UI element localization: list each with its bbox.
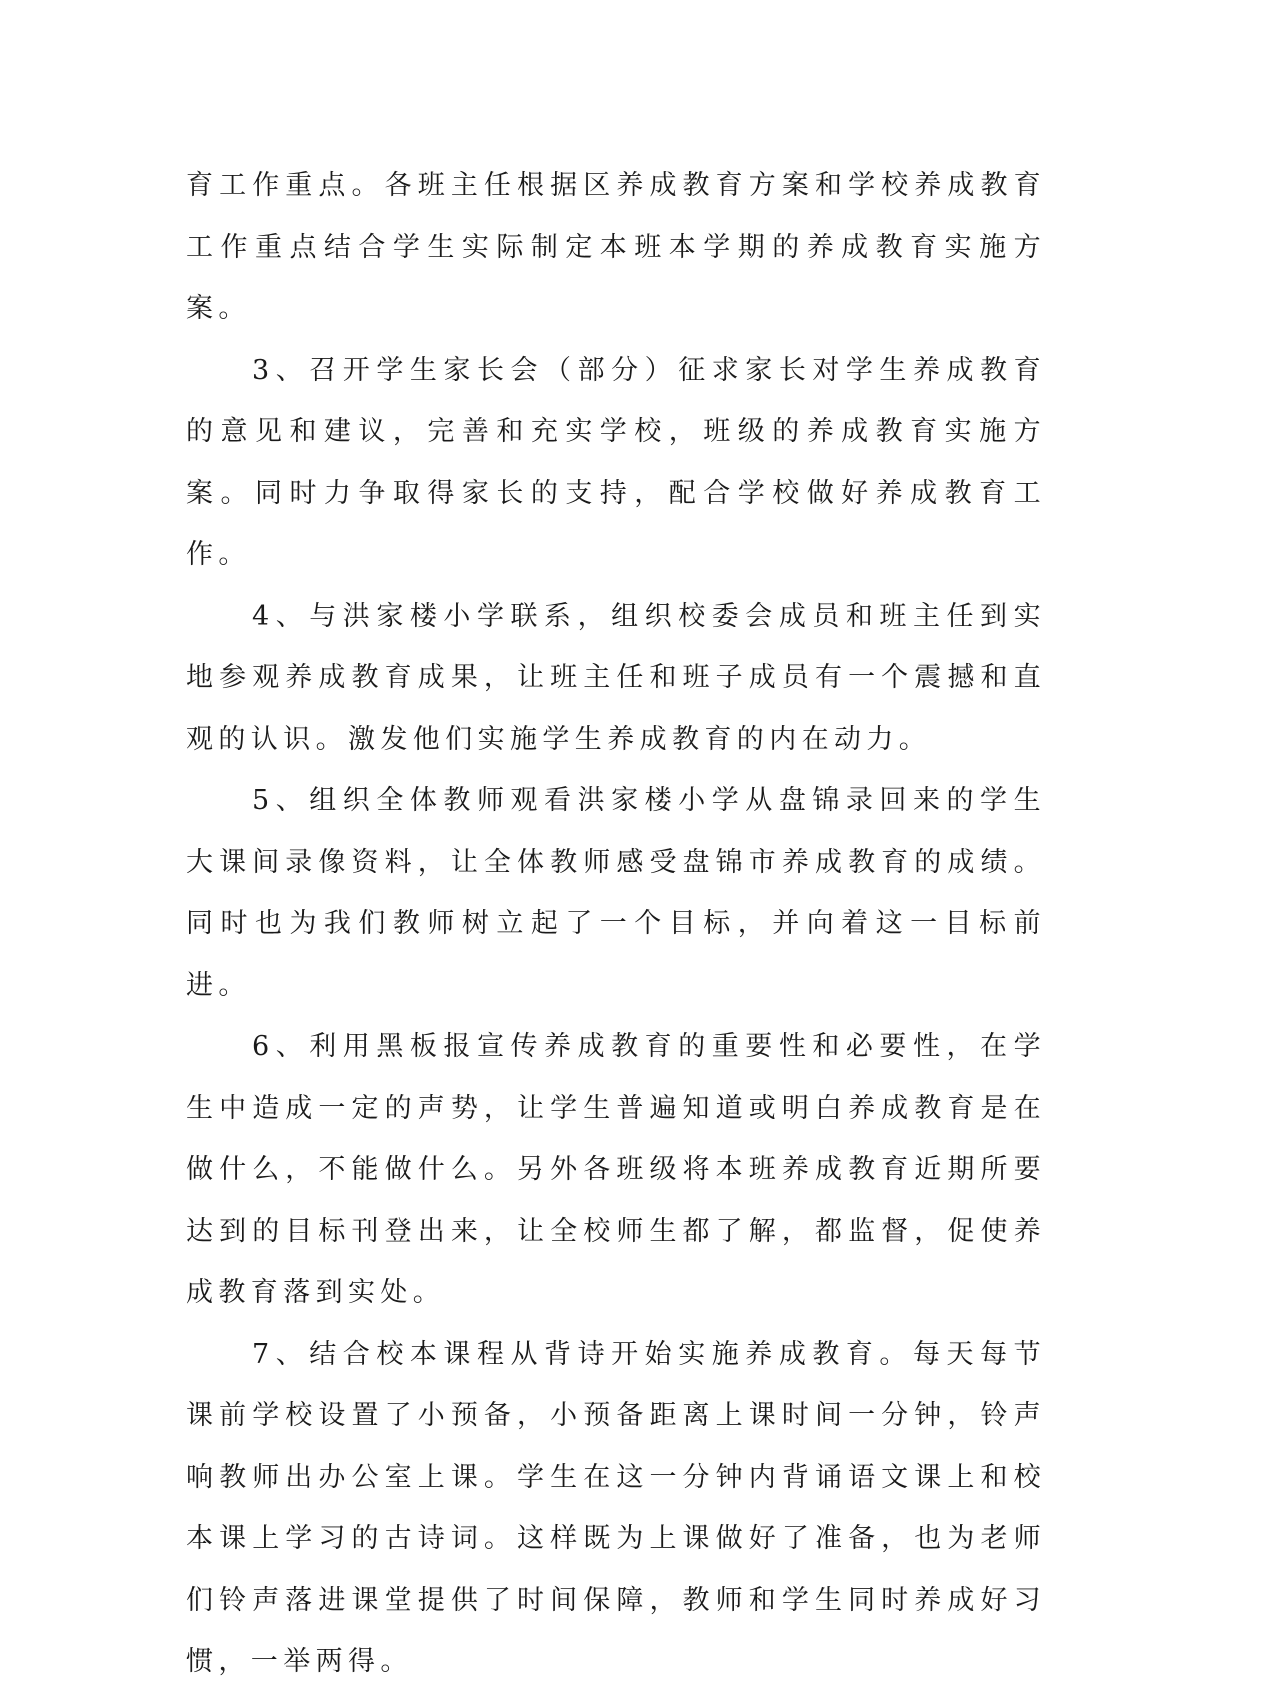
paragraph-item-4: 4、与洪家楼小学联系，组织校委会成员和班主任到实地参观养成教育成果，让班主任和班子成员有一个震撼和直观的认识。激发他们实施学生养成教育的内在动力。 bbox=[186, 600, 1046, 755]
paragraph-item-5: 5、组织全体教师观看洪家楼小学从盘锦录回来的学生大课间录像资料，让全体教师感受盘锦市养成教育的成绩。同时也为我们教师树立起了一个目标，并向着这一目标前进。 bbox=[186, 785, 1046, 1001]
paragraph-item-6: 6、利用黑板报宣传养成教育的重要性和必要性，在学生中造成一定的声势，让学生普遍知道或明白养成教育是在做什么，不能做什么。另外各班级将本班养成教育近期所要达到的目标刊登出来，让全校师生都了解，都监督，促使养成教育落到实处。 bbox=[186, 1031, 1046, 1308]
paragraph-continuation: 育工作重点。各班主任根据区养成教育方案和学校养成教育工作重点结合学生实际制定本班本学期的养成教育实施方案。 bbox=[186, 170, 1046, 324]
document-body bbox=[186, 155, 1046, 1693]
paragraph-item-7: 7、结合校本课程从背诗开始实施养成教育。每天每节课前学校设置了小预备，小预备距离上课时间一分钟，铃声响教师出办公室上课。学生在这一分钟内背诵语文课上和校本课上学习的古诗词。这样既为上课做好了准备，也为老师们铃声落进课堂提供了时间保障，教师和学生同时养成好习惯，一举两得。 bbox=[186, 1338, 1046, 1677]
paragraph-item-3: 3、召开学生家长会（部分）征求家长对学生养成教育的意见和建议，完善和充实学校，班级的养成教育实施方案。同时力争取得家长的支持，配合学校做好养成教育工作。 bbox=[186, 354, 1046, 570]
